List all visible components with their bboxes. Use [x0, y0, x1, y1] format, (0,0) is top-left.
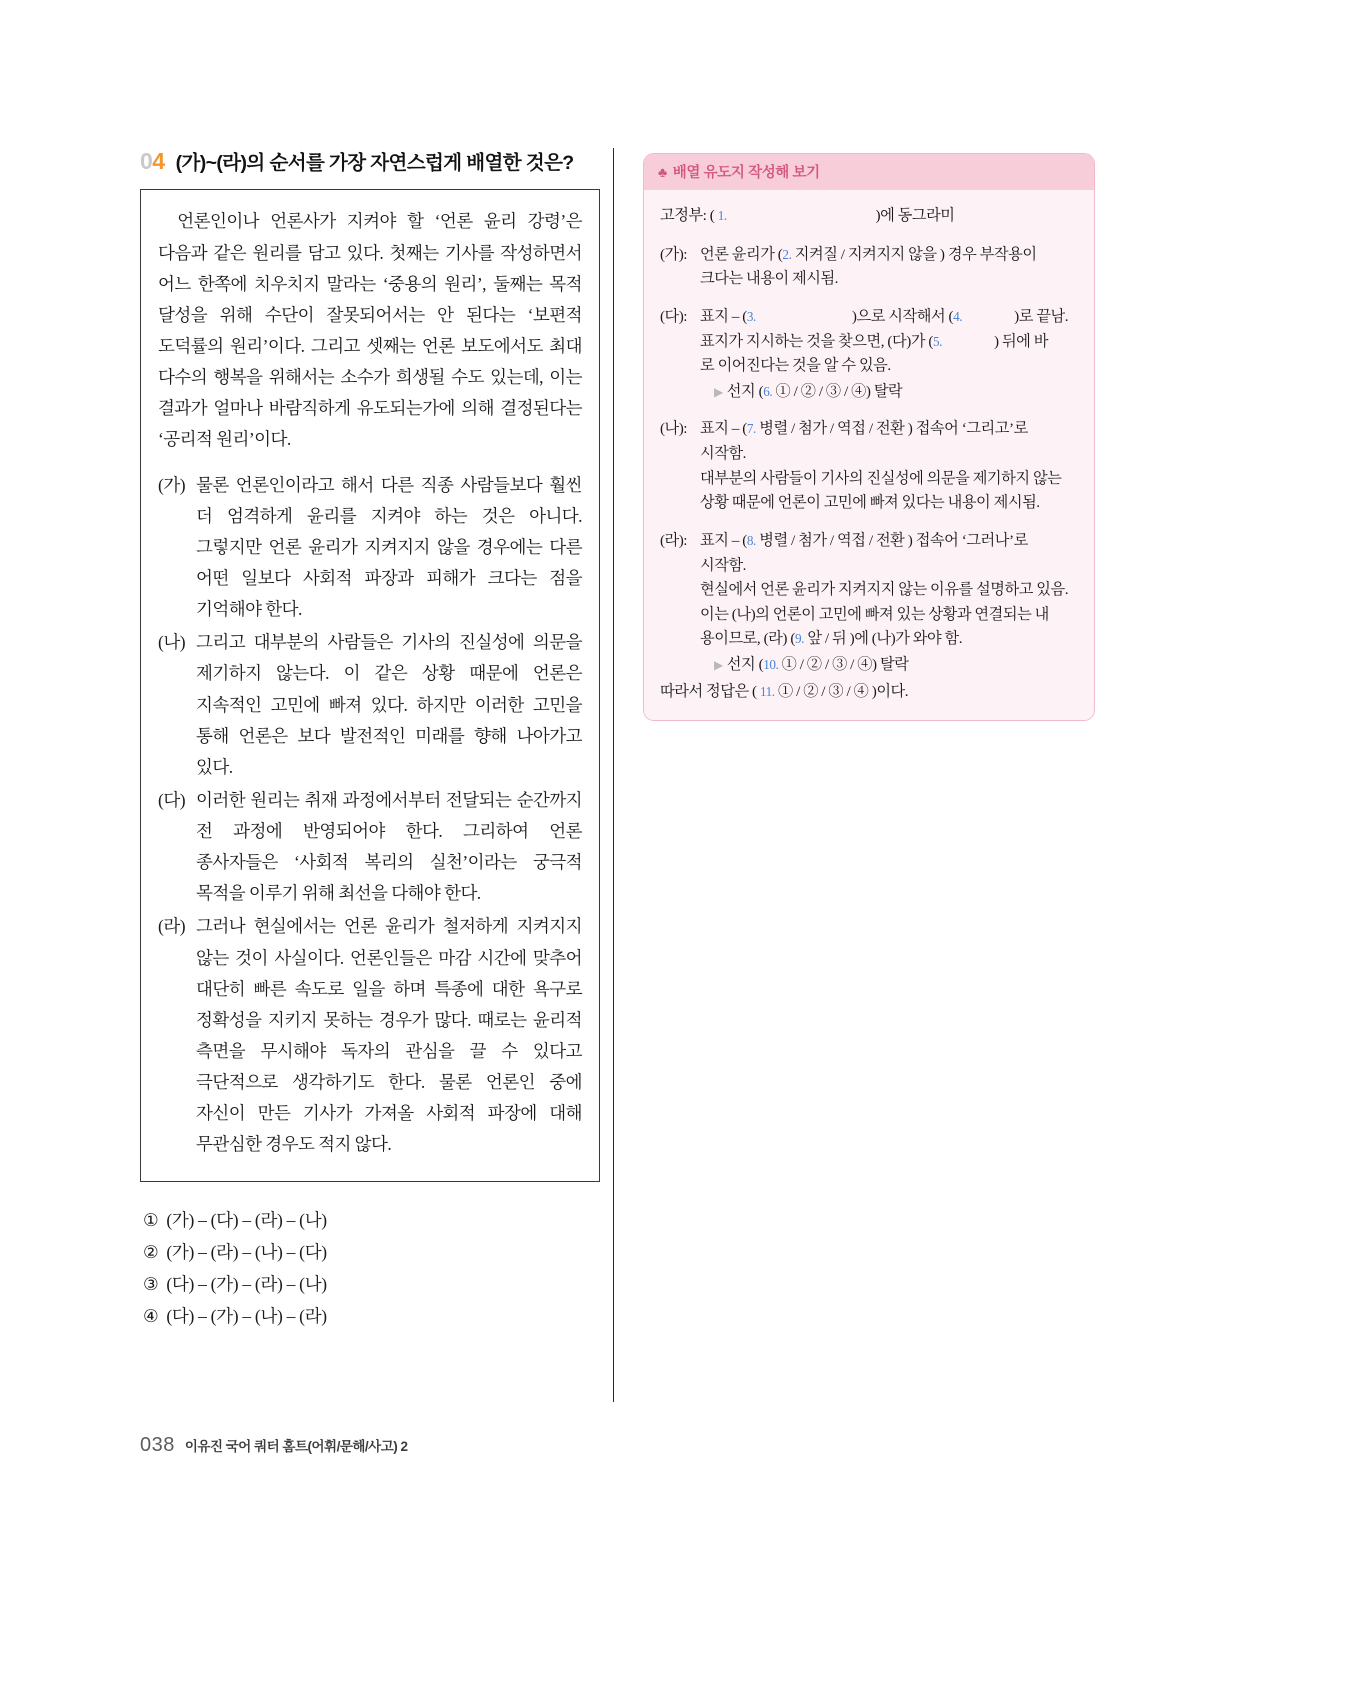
worksheet-text: )으로 시작해서 ( — [851, 307, 954, 325]
worksheet-text: 표지가 지시하는 것을 찾으면, (다)가 ( — [700, 332, 933, 350]
worksheet-line — [700, 330, 1078, 355]
worksheet-line — [700, 578, 1078, 603]
blank-8[interactable]: 8. — [746, 532, 756, 548]
book-title: 이유진 국어 쿼터 홈트(어휘/문해/사고) 2 — [184, 1439, 408, 1454]
conclusion-row — [660, 680, 1078, 705]
worksheet-block — [660, 305, 1078, 405]
worksheet-text: 표지 – ( — [700, 420, 747, 438]
blank-4[interactable]: 4. — [953, 308, 963, 324]
fixed-part-tail: )에 동그라미 — [875, 207, 955, 224]
worksheet-text: 언론 윤리가 ( — [700, 245, 783, 263]
worksheet-text: 앞 / 뒤 )에 (나)가 와야 함. — [803, 630, 963, 648]
passage-paragraph-label: (다) — [158, 789, 186, 810]
worksheet-line — [700, 554, 1078, 579]
answer-choice-list — [140, 1204, 600, 1333]
worksheet-line — [700, 354, 1078, 379]
column-divider — [613, 148, 614, 1402]
blank-10[interactable]: 10. — [763, 657, 779, 672]
worksheet-block-body — [700, 529, 1078, 678]
worksheet-text: 대부분의 사람들이 기사의 진실성에 의문을 제기하지 않는 — [700, 469, 1062, 487]
blank-11[interactable]: 11. — [760, 683, 775, 699]
blank-9[interactable]: 9. — [794, 631, 804, 647]
question-title: (가)~(라)의 순서를 가장 자연스럽게 배열한 것은? — [175, 152, 574, 174]
sub-line-suffix: ) 탈락 — [872, 656, 909, 673]
worksheet-text: 시작함. — [700, 445, 747, 462]
worksheet-sub-line — [700, 653, 1078, 678]
worksheet-text: 병렬 / 첨가 / 역접 / 전환 ) 접속어 ‘그리고’로 — [755, 420, 1028, 438]
passage-paragraph — [158, 785, 582, 910]
worksheet-block-list — [660, 243, 1078, 678]
worksheet-text: 표지 – ( — [700, 531, 747, 549]
page-footer — [140, 1434, 408, 1457]
sub-line-prefix: 선지 ( — [726, 656, 764, 673]
worksheet-text: 용이므로, (라) ( — [700, 630, 795, 648]
triangle-bullet-icon: ▶ — [714, 658, 723, 672]
clover-icon: ♣ — [658, 163, 667, 180]
conclusion-suffix: )이다. — [871, 682, 909, 700]
worksheet-line — [700, 529, 1078, 554]
worksheet-block-body — [700, 417, 1078, 516]
fixed-part-label: 고정부: ( — [660, 207, 715, 224]
worksheet-block-body — [700, 305, 1078, 405]
worksheet-line — [700, 417, 1078, 442]
fixed-part-row — [660, 204, 1078, 229]
worksheet-text: )로 끝남. — [1014, 307, 1069, 325]
worksheet-block — [660, 417, 1078, 516]
worksheet-text: 이는 (나)의 언론이 고민에 빠져 있는 상황과 연결되는 내 — [700, 605, 1049, 623]
conclusion-prefix: 따라서 정답은 ( — [660, 682, 757, 700]
passage-paragraph-text: 그리고 대부분의 사람들은 기사의 진실성에 의문을 제기하지 않는다. 이 같은 상황 때문에 언론은 지속적인 고민에 빠져 있다. 하지만 이러한 고민을 통해 언론은 보다 발전적인 미래를 향해 나아가고 있다. — [196, 632, 582, 777]
passage-paragraph — [158, 627, 582, 783]
worksheet-text: 현실에서 언론 윤리가 지켜지지 않는 이유를 설명하고 있음. — [700, 581, 1069, 599]
question-number — [140, 148, 165, 175]
worksheet-block-tag: (나): — [660, 420, 688, 438]
answer-choice-marker: ② — [143, 1241, 159, 1262]
worksheet-block-body — [700, 243, 1078, 292]
blank-2[interactable]: 2. — [782, 246, 792, 262]
blank-3[interactable]: 3. — [746, 308, 756, 324]
answer-choice-text: (가) – (다) – (라) – (나) — [166, 1209, 327, 1230]
sub-line-prefix: 선지 ( — [726, 382, 764, 400]
worksheet-line — [700, 467, 1078, 492]
worksheet-panel-title: 배열 유도지 작성해 보기 — [672, 165, 820, 181]
worksheet-block — [660, 529, 1078, 678]
worksheet-line — [700, 627, 1078, 652]
passage-box — [140, 189, 600, 1181]
sub-line-options[interactable]: ① / ② / ③ / ④ — [778, 656, 873, 673]
triangle-bullet-icon: ▶ — [714, 384, 723, 399]
worksheet-sub-line — [700, 380, 1078, 405]
blank-7[interactable]: 7. — [746, 421, 756, 437]
worksheet-line — [700, 305, 1078, 330]
worksheet-text: 지켜질 / 지켜지지 않을 ) 경우 부작용이 — [791, 245, 1037, 263]
passage-paragraph-label: (라) — [158, 916, 186, 937]
page-number: 038 — [140, 1434, 175, 1456]
worksheet-text: 표지 – ( — [700, 307, 747, 325]
blank-6[interactable]: 6. — [763, 383, 773, 399]
answer-choice[interactable] — [143, 1236, 600, 1268]
worksheet-text: ) 뒤에 바 — [994, 332, 1048, 350]
answer-choice[interactable] — [143, 1268, 600, 1300]
worksheet-line — [700, 243, 1078, 268]
passage-paragraph-list — [158, 470, 582, 1161]
passage-paragraph — [158, 911, 582, 1160]
worksheet-line — [700, 267, 1078, 292]
worksheet-block-tag: (다): — [660, 307, 688, 325]
answer-choice-marker: ③ — [143, 1273, 159, 1294]
worksheet-block-tag: (가): — [660, 245, 688, 263]
worksheet-text: 시작함. — [700, 556, 747, 574]
question-number-digit-0: 0 — [140, 148, 153, 174]
passage-intro: 언론인이나 언론사가 지켜야 할 ‘언론 윤리 강령’은 다음과 같은 원리를 담고 있다. 첫째는 기사를 작성하면서 어느 한쪽에 치우치지 말라는 ‘중용의 원리’, 둘째는 목적 달성을 위해 수단이 잘못되어서는 안 된다는 ‘보편적 도덕률의 원리’이다. 그리고 셋째는 언론 보도에서도 최대 다수의 행복을 위해서는 소수가 희생될 수도 있는데, 이는 결과가 얼마나 바람직하게 유도되는가에 의해 결정된다는 ‘공리적 원리’이다. — [158, 211, 582, 450]
passage-paragraph-label: (가) — [158, 474, 186, 495]
blank-1[interactable]: 1. — [717, 208, 727, 223]
worksheet-line — [700, 603, 1078, 628]
passage-paragraph-label: (나) — [158, 632, 186, 653]
answer-choice-text: (가) – (라) – (나) – (다) — [166, 1241, 327, 1262]
worksheet-block — [660, 243, 1078, 292]
question-header — [140, 148, 600, 175]
sub-line-suffix: ) 탈락 — [865, 382, 903, 400]
worksheet-text: 병렬 / 첨가 / 역접 / 전환 ) 접속어 ‘그러나’로 — [755, 531, 1028, 549]
worksheet-text: 로 이어진다는 것을 알 수 있음. — [700, 357, 891, 375]
sub-line-options[interactable]: ① / ② / ③ / ④ — [772, 382, 866, 400]
answer-choice[interactable] — [143, 1204, 600, 1236]
blank-5[interactable]: 5. — [933, 333, 942, 349]
passage-paragraph — [158, 470, 582, 626]
worksheet-line — [700, 442, 1078, 467]
answer-choice-text: (다) – (가) – (라) – (나) — [166, 1273, 327, 1294]
answer-choice-marker: ① — [143, 1209, 159, 1230]
answer-choice[interactable] — [143, 1300, 600, 1332]
worksheet-panel-header — [644, 154, 1094, 190]
passage-paragraph-text: 물론 언론인이라고 해서 다른 직종 사람들보다 훨씬 더 엄격하게 윤리를 지켜야 하는 것은 아니다. 그렇지만 언론 윤리가 지켜지지 않을 경우에는 다른 어떤 일보다 사회적 파장과 피해가 크다는 점을 기억해야 한다. — [196, 474, 582, 620]
worksheet-panel-body — [644, 190, 1094, 720]
question-number-digit-1: 4 — [152, 148, 165, 174]
worksheet-text: 상황 때문에 언론이 고민에 빠져 있다는 내용이 제시됨. — [700, 494, 1040, 512]
passage-paragraph-text: 이러한 원리는 취재 과정에서부터 전달되는 순간까지 전 과정에 반영되어야 한다. 그리하여 언론 종사자들은 ‘사회적 복리의 실천’이라는 궁극적 목적을 이루기 위해 최선을 다해야 한다. — [196, 789, 582, 904]
worksheet-line — [700, 491, 1078, 516]
answer-choice-text: (다) – (가) – (나) – (라) — [166, 1306, 327, 1327]
worksheet-block-tag: (라): — [660, 531, 688, 549]
passage-paragraph-text: 그러나 현실에서는 언론 윤리가 철저하게 지켜지지 않는 것이 사실이다. 언론인들은 마감 시간에 맞추어 대단히 빠른 속도로 일을 하며 특종에 대한 욕구로 정확성을 지키지 못하는 경우가 많다. 때로는 윤리적 측면을 무시해야 독자의 관심을 끌 수 있다고 극단적으로 생각하기도 한다. 물론 언론인 중에 자신이 만든 기사가 가져올 사회적 파장에 대해 무관심한 경우도 적지 않다. — [196, 916, 582, 1155]
worksheet-text: 크다는 내용이 제시됨. — [700, 270, 839, 288]
left-column — [140, 148, 600, 1332]
answer-choice-marker: ④ — [143, 1306, 159, 1327]
worksheet-panel — [643, 153, 1095, 721]
conclusion-options[interactable]: ① / ② / ③ / ④ — [778, 682, 869, 700]
